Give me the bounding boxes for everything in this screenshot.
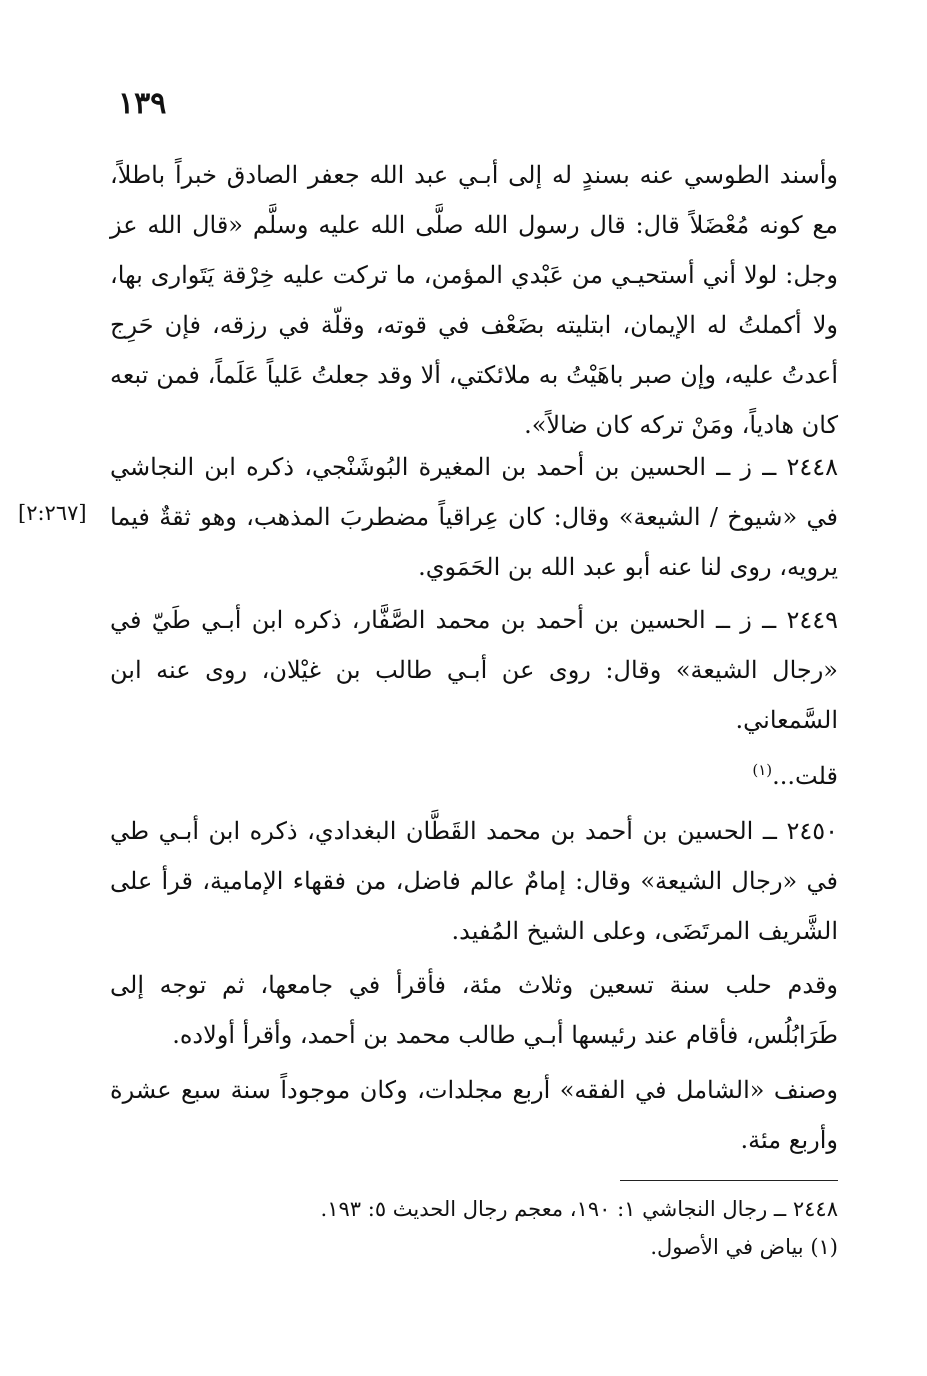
entry-2448 — [110, 442, 838, 592]
paragraph-text: وأسند الطوسي عنه بسندٍ له إلى أبـي عبد الله جعفر الصادق خبراً باطلاً، مع كونه مُعْضَلاً قال: قال رسول الله صلَّى الله عليه وسلَّم «قال الله عز وجل: لولا أني أستحيـي من عَبْدي المؤمن، ما تركت عليه خِرْقة يَتَوارى بها، ولا أكملتُ له الإيمان، ابتليته بضَعْف في قوته، وقلّة في رزقه، فإن حَرِج أعدتُ عليه، وإن صبر باهَيْتُ به ملائكتي، ألا وقد جعلتُ عَلياً عَلَماً، فمن تبعه كان هادياً، ومَنْ تركه كان ضالاً». — [110, 161, 838, 439]
paragraph-text: قلت... — [772, 762, 838, 790]
paragraph-text: وقدم حلب سنة تسعين وثلاث مئة، فأقرأ في جامعها، ثم توجه إلى طَرَابُلُس، فأقام عند رئيسها أبـي طالب محمد بن أحمد، وأقرأ أولاده. — [110, 971, 838, 1049]
footnote-1: (١) بياض في الأصول. — [650, 1235, 838, 1259]
qultu-line — [110, 745, 838, 801]
paragraph-text: ٢٤٤٨ ــ ز ــ الحسين بن أحمد بن المغيرة البُوشَنْجي، ذكره ابن النجاشي في «شيوخ / الشيعة» وقال: كان عِراقياً مضطربَ المذهب، وهو ثقةٌ فيما يرويه، روى لنا عنه أبو عبد الله بن الحَمَوي. — [110, 453, 838, 581]
footnote-mark: (١) — [752, 761, 773, 779]
paragraph-qultu — [110, 745, 838, 801]
paragraph-works — [110, 1065, 838, 1165]
margin-reference: [٢:٢٦٧] — [18, 501, 87, 525]
paragraph-text: ٢٤٥٠ ــ الحسين بن أحمد بن محمد القَطَّان البغدادي، ذكره ابن أبـي طي في «رجال الشيعة» وقال: إمامٌ عالم فاضل، من فقهاء الإمامية، قرأ على الشَّريف المرتَضَى، وعلى الشيخ المُفيد. — [110, 817, 838, 945]
footnotes — [110, 1190, 838, 1266]
entry-2449 — [110, 595, 838, 745]
footnote-source: ٢٤٤٨ ــ رجال النجاشي ١: ١٩٠، معجم رجال الحديث ٥: ١٩٣. — [320, 1197, 838, 1221]
paragraph-travel — [110, 960, 838, 1060]
paragraph-text: وصنف «الشامل في الفقه» أربع مجلدات، وكان موجوداً سنة سبع عشرة وأربع مئة. — [110, 1076, 838, 1154]
page-number: ١٣٩ — [118, 86, 167, 121]
footnote-separator — [620, 1180, 838, 1181]
entry-2450 — [110, 806, 838, 956]
paragraph-1 — [110, 150, 838, 450]
paragraph-text: ٢٤٤٩ ــ ز ــ الحسين بن أحمد بن محمد الصَّفَّار، ذكره ابن أبـي طَيّ في «رجال الشيعة» وقال: روى عن أبـي طالب بن غيْلان، روى عنه ابن السَّمعاني. — [110, 606, 838, 734]
